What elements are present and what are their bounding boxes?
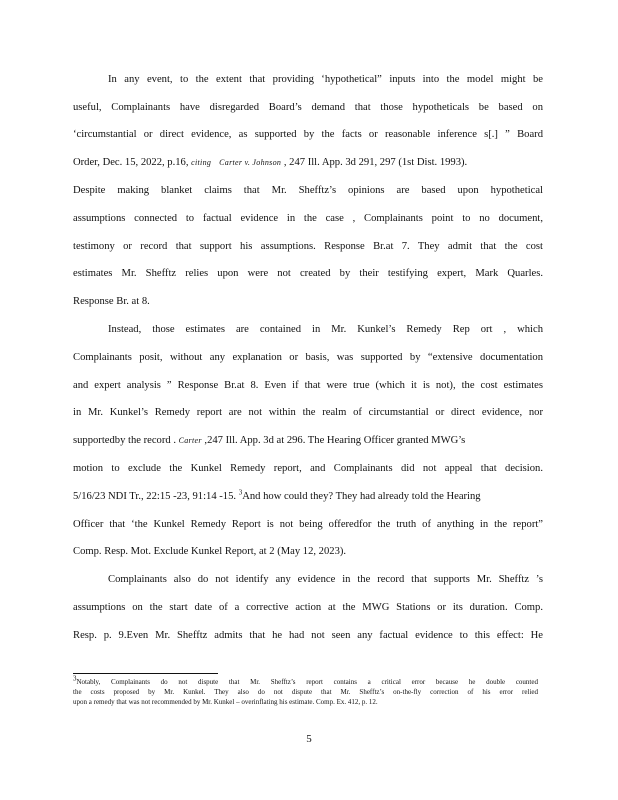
footnote-line: the costs proposed by Mr. Kunkel. They also do not dispute that Mr. Shefftz’s on-the-fly correction of his error relied	[73, 688, 538, 696]
body-line: motion to exclude the Kunkel Remedy report, and Complainants did not appeal that decision.	[73, 463, 543, 474]
body-line: in Mr. Kunkel’s Remedy report are not within the realm of circumstantial or direct evidence, nor	[73, 407, 543, 418]
body-line: Instead, those estimates are contained in Mr. Kunkel’s Remedy Rep ort , which	[108, 324, 543, 335]
footnote-line	[73, 674, 538, 687]
body-line: ‘circumstantial or direct evidence, as supported by the facts or reasonable inference s[.] ” Board	[73, 129, 543, 140]
footnote-line: upon a remedy that was not recommended by Mr. Kunkel – overinflating his estimate. Comp. Ex. 412, p. 12.	[73, 698, 378, 706]
body-line: In any event, to the extent that providing ‘hypothetical” inputs into the model might be	[108, 74, 543, 85]
page-number: 5	[306, 733, 312, 745]
case-name: Carter	[178, 436, 202, 445]
body-line: useful, Complainants have disregarded Board’s demand that those hypotheticals be based on	[73, 102, 543, 113]
body-line: Complainants also do not identify any evidence in the record that supports Mr. Shefftz ’s	[108, 574, 543, 585]
body-text: supportedby the record .	[73, 435, 176, 446]
footnote-divider	[73, 673, 218, 674]
body-line	[73, 434, 543, 448]
body-line: Officer that ‘the Kunkel Remedy Report is not being offeredfor the truth of anything in the report”	[73, 519, 543, 530]
body-text: And how could they? They had already told the Hearing	[242, 491, 481, 502]
body-line: Despite making blanket claims that Mr. Shefftz’s opinions are based upon hypothetical	[73, 185, 543, 196]
body-text: 5/16/23 NDI Tr., 22:15 -23, 91:14 -15.	[73, 491, 237, 502]
body-line: assumptions connected to factual evidence in the case , Complainants point to no document,	[73, 213, 543, 224]
body-line	[73, 490, 543, 504]
case-name: Carter v. Johnson	[219, 158, 282, 167]
body-line: Complainants posit, without any explanation or basis, was supported by “extensive documentation	[73, 352, 543, 363]
footnote-marker: 3	[73, 674, 77, 683]
footnote-reference: 3	[238, 488, 243, 497]
body-line: Comp. Resp. Mot. Exclude Kunkel Report, at 2 (May 12, 2023).	[73, 546, 347, 557]
body-line: assumptions on the start date of a corrective action at the MWG Stations or its duration. Comp.	[73, 602, 543, 613]
citation-text: ,247 Ill. App. 3d at 296. The Hearing Officer granted MWG’s	[204, 435, 466, 446]
body-line: Resp. p. 9.Even Mr. Shefftz admits that he had not seen any factual evidence to this effect: He	[73, 630, 543, 641]
body-line: estimates Mr. Shefftz relies upon were not created by their testifying expert, Mark Quarles.	[73, 268, 543, 279]
body-line: Response Br. at 8.	[73, 296, 150, 307]
body-line: and expert analysis ” Response Br.at 8. Even if that were true (which it is not), the cost estimates	[73, 380, 543, 391]
footnote-text: Notably, Complainants do not dispute that Mr. Shefftz’s report contains a critical error because he double counted	[76, 678, 538, 686]
body-text: Order, Dec. 15, 2022, p.16,	[73, 157, 189, 168]
citing-label: citing	[191, 158, 212, 167]
body-line: testimony or record that support his assumptions. Response Br.at 7. They admit that the cost	[73, 241, 543, 252]
citation-text: , 247 Ill. App. 3d 291, 297 (1st Dist. 1993).	[283, 157, 468, 168]
body-line	[73, 156, 543, 170]
